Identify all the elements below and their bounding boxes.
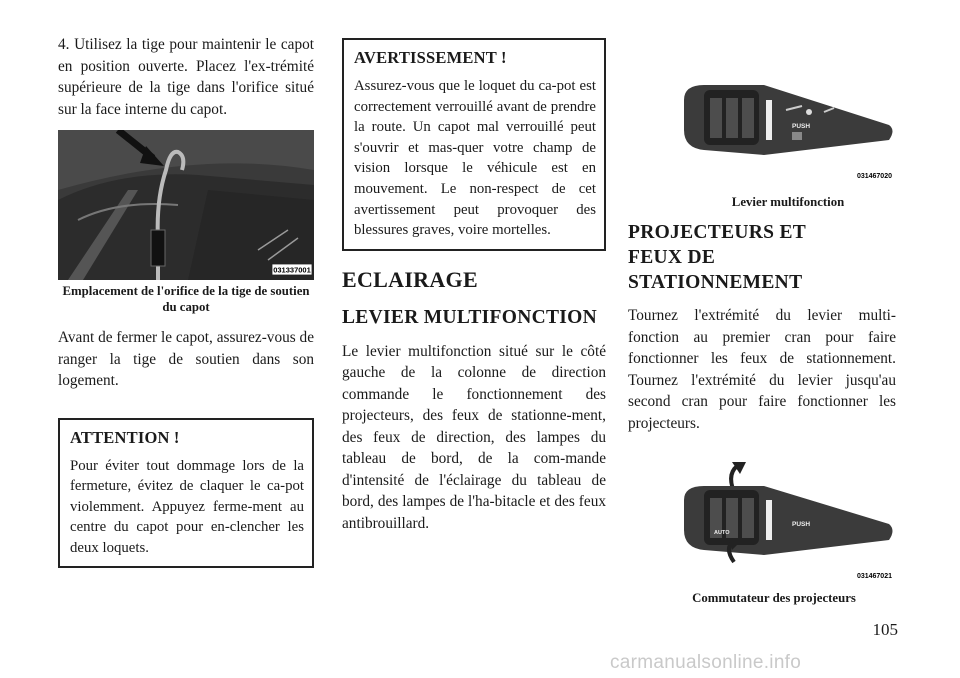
multifunction-lever-figure bbox=[674, 70, 896, 180]
attention-text: Pour éviter tout dommage lors de la fermeture, évitez de claquer le ca-pot violemment. Appuyez ferme-ment au centre du capot pour en-clencher les deux loquets. bbox=[70, 457, 304, 556]
closing-text: Avant de fermer le capot, assurez-vous de ranger la tige de soutien dans son logement. bbox=[58, 329, 314, 389]
push-label: PUSH bbox=[792, 123, 811, 130]
headlights-heading: PROJECTEURS ET FEUX DE STATIONNEMENT bbox=[628, 222, 806, 293]
figure-caption: Emplacement de l'orifice de la tige de soutien du capot bbox=[62, 284, 310, 314]
figure-caption: Commutateur des projecteurs bbox=[692, 591, 856, 605]
warning-title: AVERTISSEMENT ! bbox=[354, 48, 507, 67]
figure-code: 031337001 bbox=[273, 265, 311, 275]
hood-prop-illustration bbox=[58, 130, 314, 280]
warning-box bbox=[342, 38, 606, 251]
step-4-text: 4. Utilisez la tige pour maintenir le capot en position ouverte. Placez l'ex-trémité supérieure de la tige dans l'orifice situé sur la face interne du capot. bbox=[58, 36, 314, 118]
subsection-title: LEVIER MULTIFONCTION bbox=[342, 306, 598, 328]
multifunction-lever-illustration bbox=[674, 70, 896, 180]
push-label: PUSH bbox=[792, 521, 811, 528]
column-middle bbox=[342, 38, 606, 534]
column-left bbox=[58, 34, 314, 568]
watermark: carmanualsonline.info bbox=[610, 652, 802, 673]
headlights-body-text: Tournez l'extrémité du levier multi-fonction au premier cran pour faire fonctionner les feux de stationnement. Tournez l'extrémité du levier jusqu'au second cran pour faire fonctionner les projecteurs. bbox=[628, 307, 896, 432]
headlight-switch-illustration bbox=[674, 460, 896, 582]
section-title: ECLAIRAGE bbox=[342, 266, 478, 292]
attention-box bbox=[58, 418, 314, 569]
auto-label: AUTO bbox=[714, 530, 730, 536]
figure-code: 031467021 bbox=[856, 573, 892, 580]
warning-text: Assurez-vous que le loquet du ca-pot est correctement verrouillé avant de prendre la route. Un capot mal verrouillé peut s'ouvrir et mas-quer votre champ de vision lorsque le véhicule est en mouvement. Le non-respect de cet avertissement peut provoquer des blessures graves, voire mortelles. bbox=[354, 78, 596, 239]
attention-title: ATTENTION ! bbox=[70, 427, 180, 447]
hood-prop-figure bbox=[58, 130, 314, 315]
page-number: 105 bbox=[872, 620, 898, 639]
figure-caption: Levier multifonction bbox=[731, 195, 845, 209]
multifunction-body-text: Le levier multifonction situé sur le côté gauche de la colonne de direction commande le fonctionnement des projecteurs, des feux de stationne-ment, des feux de direction, des lampes du tableau de bord, de la com-mande d'intensité de l'éclairage du tableau de bord, des lampes de l'ha-bitacle et des feux antibrouillard. bbox=[342, 342, 606, 532]
headlight-switch-figure bbox=[674, 460, 896, 582]
column-right bbox=[628, 70, 896, 606]
figure-code: 031467020 bbox=[856, 173, 892, 180]
